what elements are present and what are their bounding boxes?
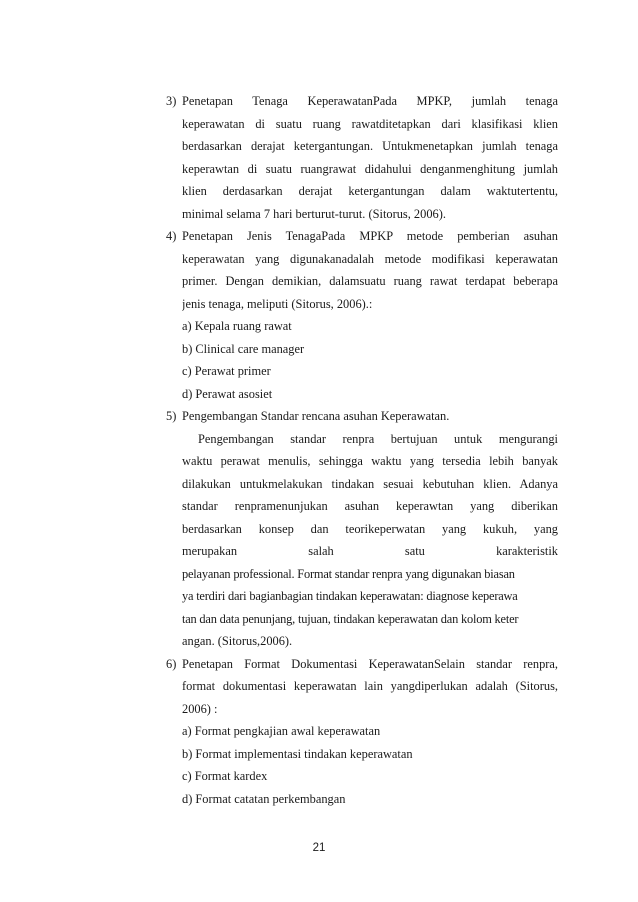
sub-item: c) Perawat primer — [182, 364, 271, 378]
text-line: 2006) : — [182, 701, 218, 716]
text-line: waktu perawat menulis, sehingga waktu yang tersedia lebih banyak — [182, 454, 558, 468]
text-line: Penetapan Jenis TenagaPada MPKP metode pemberian asuhan — [182, 229, 558, 243]
text-line: klien derdasarkan derajat ketergantungan dalam waktutertentu, — [182, 184, 558, 198]
item-number: 4) — [166, 229, 177, 243]
text-line: Penetapan Format Dokumentasi KeperawatanSelain standar renpra, — [182, 656, 558, 671]
text-line: Pengembangan Standar rencana asuhan Keperawatan. — [182, 409, 450, 423]
sub-item: b) Format implementasi tindakan keperawatan — [182, 746, 413, 761]
text-line: format dokumentasi keperawatan lain yangdiperlukan adalah (Sitorus, — [182, 679, 558, 693]
text-line: primer. Dengan demikian, dalamsuatu ruang rawat terdapat beberapa — [182, 274, 558, 288]
text-line: keperawatan yang digunakanadalah metode modifikasi keperawatan — [182, 251, 558, 266]
item-number: 5) — [166, 409, 177, 423]
sub-item: a) Kepala ruang rawat — [182, 319, 292, 333]
text-line: berdasarkan konsep dan teorikeperwatan yang kukuh, yang — [182, 521, 558, 536]
sub-item: d) Format catatan perkembangan — [182, 791, 346, 806]
text-line: Penetapan Tenaga KeperawatanPada MPKP, jumlah tenaga — [182, 94, 558, 108]
sub-item: c) Format kardex — [182, 769, 268, 783]
text-line: minimal selama 7 hari berturut-turut. (Sitorus, 2006). — [182, 206, 446, 221]
text-line: jenis tenaga, meliputi (Sitorus, 2006).: — [182, 296, 373, 311]
page-number: 21 — [312, 842, 326, 854]
text-line: keperawtan di suatu ruangrawat didahului denganmenghitung jumlah — [182, 161, 558, 176]
text-line: dilakukan untukmelakukan tindakan sesuai kebutuhan klien. Adanya — [182, 476, 558, 491]
item-number: 3) — [166, 94, 177, 108]
text-line: tan dan data penunjang, tujuan, tindakan keperawatan dan kolom keter — [182, 611, 519, 626]
text-line: pelayanan professional. Format standar renpra yang digunakan biasan — [182, 566, 515, 581]
text-line: berdasarkan derajat ketergantungan. Untukmenetapkan jumlah tenaga — [182, 139, 558, 153]
text-line: merupakan salah satu karakteristik — [182, 544, 558, 558]
sub-item: a) Format pengkajian awal keperawatan — [182, 724, 381, 738]
sub-item: d) Perawat asosiet — [182, 386, 273, 401]
item-number: 6) — [166, 656, 177, 671]
text-line: standar renpramenunjukan asuhan keperawtan yang diberikan — [182, 499, 558, 513]
text-line: ya terdiri dari bagianbagian tindakan keperawatan: diagnose keperawa — [182, 589, 518, 603]
text-line: Pengembangan standar renpra bertujuan untuk mengurangi — [198, 431, 558, 446]
text-line: keperawatan di suatu ruang rawatditetapkan dari klasifikasi klien — [182, 116, 558, 131]
sub-item: b) Clinical care manager — [182, 341, 305, 356]
text-line: angan. (Sitorus,2006). — [182, 634, 293, 648]
